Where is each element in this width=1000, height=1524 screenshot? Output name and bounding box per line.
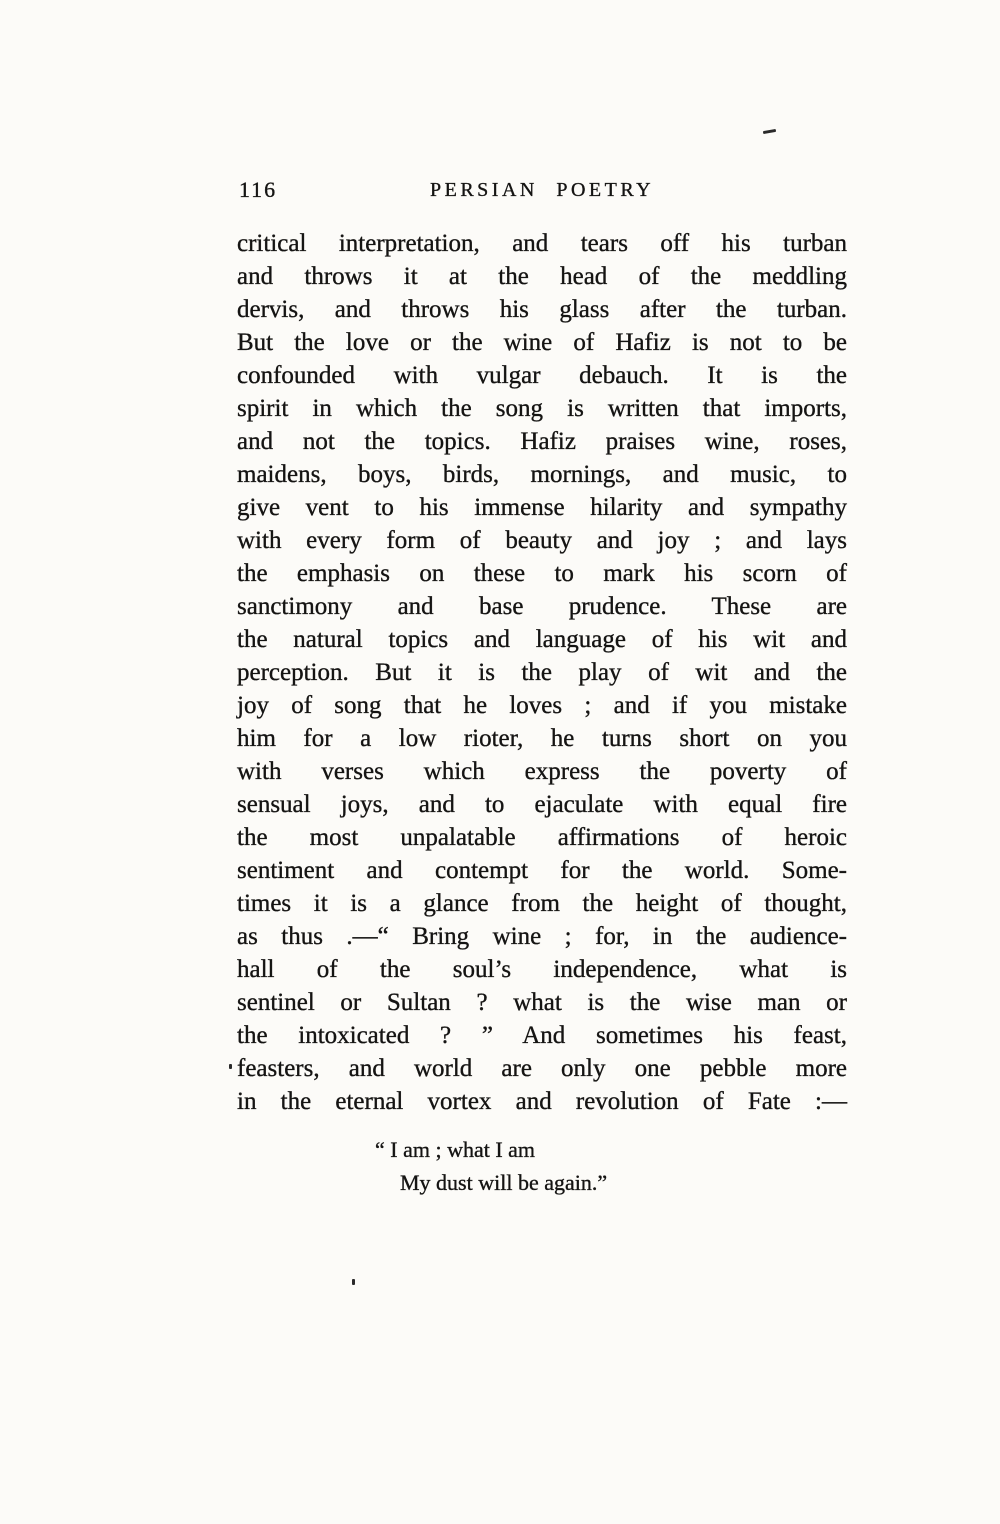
- scan-artifact-dash: [763, 129, 776, 134]
- text-column: [237, 175, 847, 1199]
- body-text-line: sentinel or Sultan ? what is the wise man or: [237, 989, 847, 1016]
- page-header: [237, 175, 847, 205]
- body-text-line: maidens, boys, birds, mornings, and music, to: [237, 461, 847, 488]
- body-text-line: joy of song that he loves ; and if you mistake: [237, 692, 847, 719]
- body-text-line: the natural topics and language of his wit and: [237, 626, 847, 653]
- body-text-line: and throws it at the head of the meddling: [237, 263, 847, 290]
- body-text-line: feasters, and world are only one pebble more: [237, 1055, 847, 1082]
- body-text-line: But the love or the wine of Hafiz is not to be: [237, 329, 847, 356]
- body-text-line: with every form of beauty and joy ; and lays: [237, 527, 847, 554]
- body-text-line: give vent to his immense hilarity and sympathy: [237, 494, 847, 521]
- body-text-line: dervis, and throws his glass after the turban.: [237, 296, 847, 323]
- body-text-line: critical interpretation, and tears off his turban: [237, 230, 847, 257]
- body-text-line: sensual joys, and to ejaculate with equal fire: [237, 791, 847, 818]
- body-text-line: hall of the soul’s independence, what is: [237, 956, 847, 983]
- body-text-line: perception. But it is the play of wit and the: [237, 659, 847, 686]
- body-text-line: confounded with vulgar debauch. It is the: [237, 362, 847, 389]
- body-text-line: the intoxicated ? ” And sometimes his feast,: [237, 1022, 847, 1049]
- verse-quote: [237, 1133, 847, 1199]
- running-title: PERSIAN POETRY: [429, 179, 655, 201]
- scan-artifact-speck: [229, 1064, 232, 1069]
- body-text-line: the emphasis on these to mark his scorn of: [237, 560, 847, 587]
- body-text-line: and not the topics. Hafiz praises wine, roses,: [237, 428, 847, 455]
- verse-line: “ I am ; what I am: [375, 1137, 536, 1162]
- verse-line: My dust will be again.”: [400, 1170, 608, 1195]
- body-text-line: sanctimony and base prudence. These are: [237, 593, 847, 620]
- body-text-line: sentiment and contempt for the world. Some-: [237, 857, 847, 884]
- body-text-line: times it is a glance from the height of thought,: [237, 890, 847, 917]
- body-text-line: in the eternal vortex and revolution of Fate :—: [237, 1088, 847, 1115]
- page-number: 116: [239, 177, 278, 202]
- body-text-line: the most unpalatable affirmations of heroic: [237, 824, 847, 851]
- body-text-line: spirit in which the song is written that imports,: [237, 395, 847, 422]
- body-text-line: as thus .—“ Bring wine ; for, in the audience-: [237, 923, 847, 950]
- body-text-line: him for a low rioter, he turns short on you: [237, 725, 847, 752]
- body-paragraph: [237, 227, 847, 1118]
- scan-artifact-speck: [352, 1279, 355, 1285]
- body-text-line: with verses which express the poverty of: [237, 758, 847, 785]
